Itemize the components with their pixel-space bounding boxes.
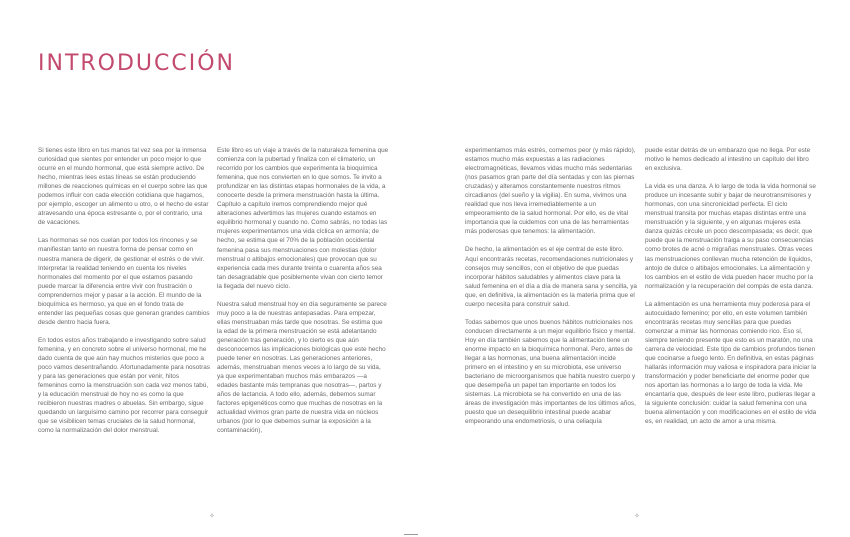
paragraph: En todos estos años trabajando e investigando sobre salud femenina, y en concreto sobre el universo hormonal, me he dado cuenta de que aún hay muchos misterios que poco a poco vamos desentrañando. Afortunadamente para nosotras y para las generaciones que están por venir, hitos femeninos como la menstruación son cada vez menos tabú, y la educación menstrual de hoy no es como la que recibieron nuestras madres o abuelas. Sin embargo, sigue quedando un larguísimo camino por recorrer para conseguir que se visibilicen temas cruciales de la salud hormonal, como la normalización del dolor menstrual. — [38, 336, 210, 435]
paragraph: La vida es una danza. A lo largo de toda la vida hormonal se produce un incesante subir y bajar de neurotransmisores y hormonas, con una sincronicidad perfecta. El ciclo menstrual transita por muchas etapas distintas entre una menstruación y la siguiente, y en algunas mujeres esta danza quizás circule un poco descompasada; es decir, que puede que la menstruación traiga a su paso consecuencias como brotes de acné o migrañas menstruales. Otras veces las menstruaciones conllevan mucha retención de líquidos, antojo de dulce o altibajos emocionales. La alimentación y los cambios en el estilo de vida pueden hacer mucho por la normalización y la recuperación del compás de esta danza. — [645, 183, 816, 290]
text-column-1 — [38, 146, 210, 444]
chapter-title: INTRODUCCIÓN — [38, 50, 236, 76]
paragraph: Si tienes este libro en tus manos tal vez sea por la inmensa curiosidad que sientes por entender un poco mejor lo que ocurre en el mundo hormonal, que está siempre activo. De hecho, mientras lees estas líneas se están produciendo millones de reacciones químicas en el cuerpo sobre las que podemos influir con cada elección cotidiana que hagamos, por ejemplo, escoger un alimento u otro, o el hecho de estar atravesando una época estresante o, por el contrario, una de vacaciones. — [38, 147, 209, 227]
folio-ornament-right: ✧ — [634, 513, 640, 520]
paragraph: puede estar detrás de un embarazo que no llega. Por este motivo le hemos dedicado al intestino un capítulo del libro en exclusiva. — [645, 147, 811, 173]
text-column-2 — [217, 146, 389, 444]
paragraph: Las hormonas se nos cuelan por todos los rincones y se manifiestan tanto en nuestra forma de pensar como en nuestra manera de digerir, de gestionar el estrés o de vivir. Interpretar la realidad teniendo en cuenta los niveles hormonales del momento por el que estamos pasando puede marcar la diferencia entre vivir con frustración o comprendernos mejor y pasar a la acción. El mundo de la bioquímica es hermoso, ya que en el fondo trata de entender las pequeñas cosas que generan grandes cambios desde dentro hacia fuera. — [38, 237, 210, 326]
paragraph: Este libro es un viaje a través de la naturaleza femenina que comienza con la pubertad y finaliza con el climaterio, un recorrido por los cambios que experimenta la bioquímica femenina, que nos convierten en lo que somos. Te invito a profundizar en las distintas etapas hormonales de la vida, a conocerte desde la primera menstruación hasta la última. Capítulo a capítulo iremos comprendiendo mejor qué alteraciones advertimos las mujeres cuando estamos en equilibrio hormonal y cuando no. Como sabrás, no todas las mujeres experimentamos una vida cíclica en armonía; de hecho, se estima que el 70% de la población occidental femenina pasa sus menstruaciones con molestias (dolor menstrual o altibajos emocionales) que provocan que su experiencia cada mes durante treinta o cuarenta años sea tan desagradable que posiblemente vivan con cierto temor la llegada del nuevo ciclo. — [217, 147, 389, 290]
paragraph: Nuestra salud menstrual hoy en día seguramente se parece muy poco a la de nuestras antepasadas. Para empezar, ellas menstruaban más tarde que nosotras. Se estima que la edad de la primera menstruación se está adelantando generación tras generación, y lo cierto es que aún desconocemos las implicaciones biológicas que este hecho puede tener en nosotras. Las generaciones anteriores, además, menstruaban menos veces a lo largo de su vida, ya que experimentaban muchos más embarazos —a edades bastante más tempranas que nosotras—, partos y años de lactancia. A todo ello, además, debemos sumar factores epigenéticos como que muchas de nosotras en la actualidad vivimos gran parte de nuestra vida en núcleos urbanos (por lo que debemos sumar la exposición a la contaminación), — [217, 300, 387, 435]
paragraph: La alimentación es una herramienta muy poderosa para el autocuidado femenino; por ello, en este volumen también encontrarás recetas muy sencillas para que puedas comenzar a mimar las hormonas comiendo rico. Eso sí, siempre teniendo presente que esto es un maratón, no una carrera de velocidad. Este tipo de cambios profundos tienen que cocinarse a fuego lento. En definitiva, en estas páginas hallarás información muy valiosa e inspiradora para iniciar la transformación y poder beneficiarte del enorme poder que nos aportan las hormonas a lo largo de toda la vida. Me encantaría que, después de leer este libro, pudieras llegar a la siguiente conclusión: cuidar la salud femenina con una buena alimentación y con modificaciones en el estilo de vida es, en realidad, un acto de amor a una misma. — [645, 300, 817, 426]
paragraph: De hecho, la alimentación es el eje central de este libro. Aquí encontrarás recetas, recomendaciones nutricionales y consejos muy sencillos, con el objetivo de que puedas incorporar hábitos saludables y alimentos clave para la salud femenina en el día a día de manera sana y sencilla, ya que, en definitiva, la alimentación es la materia prima que el cuerpo necesita para construir salud. — [465, 246, 637, 308]
paragraph: experimentamos más estrés, comemos peor (y más rápido), estamos mucho más expuestas a las radiaciones electromagnéticas, llevamos vidas mucho más sedentarias (nos pasamos gran parte del día sentadas y con las piernas cruzadas) y alteramos constantemente nuestros ritmos circadianos (del sueño y la vigilia). En suma, vivimos una realidad que nos lleva irremediablemente a un empeoramiento de la salud hormonal. Por ello, es de vital importancia que la cuidemos con una de las herramientas más poderosas que tenemos: la alimentación. — [465, 147, 636, 236]
paragraph: Todas sabemos que unos buenos hábitos nutricionales nos conducen directamente a un mejor equilibrio físico y mental. Hoy en día también sabemos que la alimentación tiene un enorme impacto en la bioquímica hormonal. Pero, antes de llegar a las hormonas, una buena alimentación incide primero en el intestino y en su microbiota, ese universo bacteriano de microorganismos que habita nuestro cuerpo y que desempeña un papel tan importante en todos los sistemas. La microbiota se ha convertido en una de las áreas de investigación más importantes de los últimos años, puesto que un desequilibrio intestinal puede acabar empeorando una endometriosis, o una celiaquía — [465, 318, 636, 426]
gutter-divider — [404, 534, 418, 535]
text-column-3 — [465, 146, 637, 435]
folio-ornament-left: ✧ — [209, 513, 215, 520]
text-column-4 — [645, 146, 817, 435]
